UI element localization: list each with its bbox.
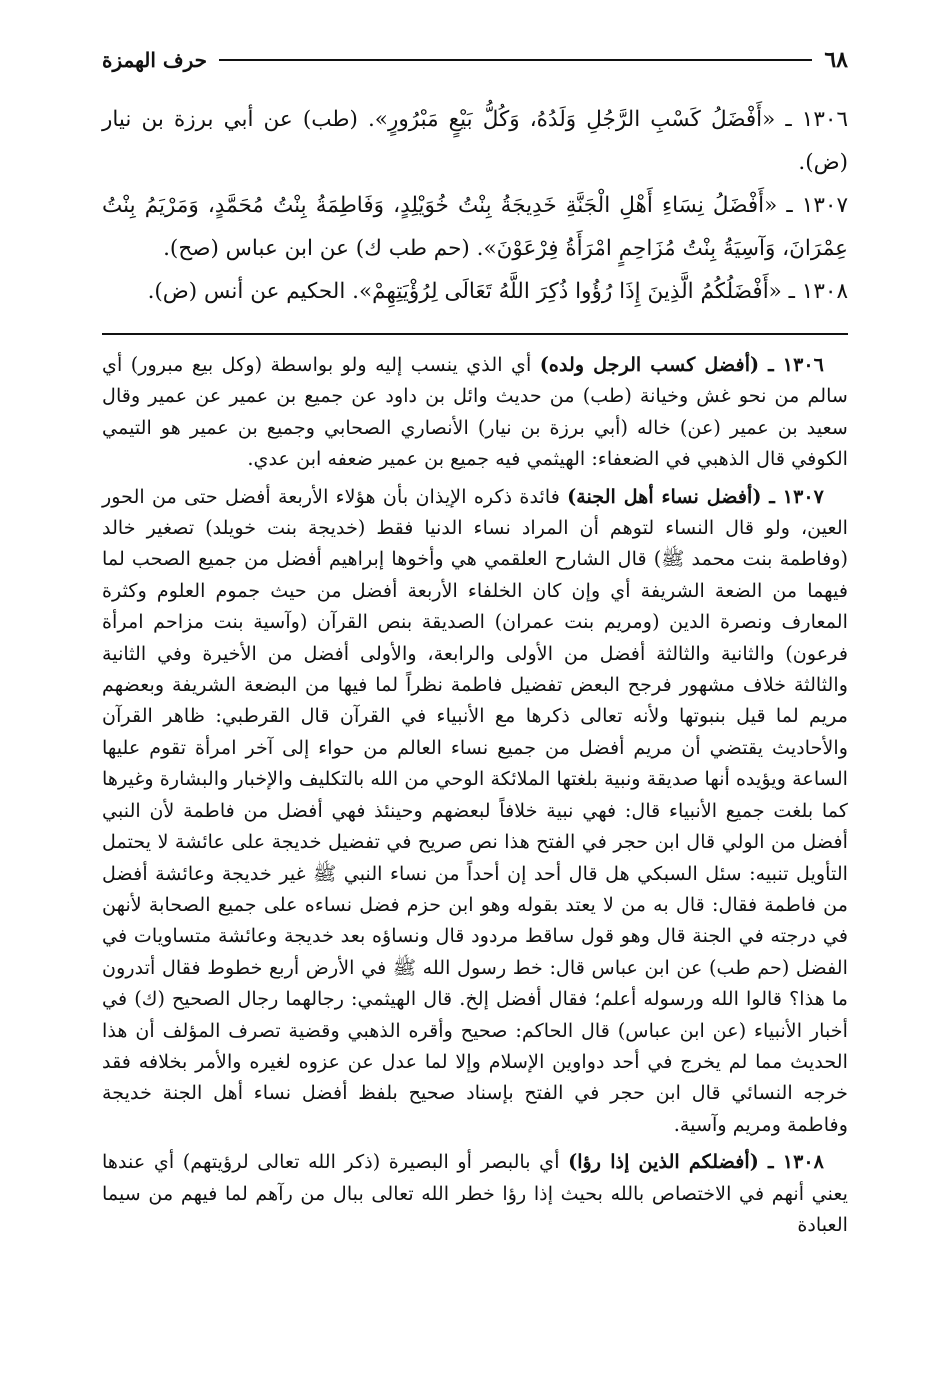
commentary-lead: ١٣٠٧ ـ (أفضل نساء أهل الجنة) [567,484,824,508]
commentary-text: أي الذي ينسب إليه ولو بواسطة (وكل بيع مبرور) أي سالم من نحو غش وخيانة (طب) من حديث وائل بن داود عن جميع بن عمير عن عمير وقال سعيد بن عمير (عن) خاله (أبي برزة بن نيار) الأنصاري الصحابي وجميع بن عمير هو التيمي الكوفي قال الذهبي في الضعفاء: الهيثمي فيه جميع بن عمير ضعفه ابن عدي. [102,353,848,471]
commentary-lead: ١٣٠٨ ـ (أفضلكم الذين إذا رؤا) [568,1150,824,1174]
hadith-1308: ١٣٠٨ ـ «أَفْضَلُكُمُ الَّذِينَ إِذَا رُؤُوا ذُكِرَ اللَّهُ تَعَالَى لِرُؤْيَتِهِمْ». الحكيم عن أنس (ض). [147,279,848,304]
commentary-text: فائدة ذكره الإيذان بأن هؤلاء الأربعة أفضل حتى من الحور العين، ولو قال النساء لتوهم أن المراد نساء الدنيا فقط (خديجة بنت خويلد) تصغير خالد (وفاطمة بنت محمد ﷺ) قال الشارح العلقمي هي وأخوها إبراهيم أفضل من جميع الصحب لما فيهما من الضعة الشريفة أي وإن كان الخلفاء الأربعة أفضل من حيث جموم العلوم وكثرة المعارف ونصرة الدين (ومريم بنت عمران) الصديقة بنص القرآن (وآسية بنت مزاحم امرأة فرعون) والثانية والثالثة أفضل من الأولى والرابعة، والأولى أفضل من الأخيرة وفي الثانية والثالثة خلاف مشهور فرجح البعض تفضيل فاطمة نظراً لما فيها من البضعة الشريفة وبعضهم مريم لما قيل بنبوتها ولأنه تعالى ذكرها مع الأنبياء في القرآن قال القرطبي: ظاهر القرآن والأحاديث يقتضي أن مريم أفضل من جميع نساء العالم من حواء إلى آخر امرأة تقوم عليها الساعة ويؤيده أنها صديقة ونبية بلغتها الملائكة الوحي من الله بالتكليف والإخبار والبشارة وغيرها كما بلغت جميع الأنبياء قال: فهي نبية خلافاً لبعضهم وحينئذ فهي أفضل من فاطمة لأن النبي أفضل من الولي قال ابن حجر في الفتح هذا نص صريح في تفضيل خديجة على عائشة لا يحتمل التأويل تنبيه: سئل السبكي هل قال أحد إن أحداً من نساء النبي ﷺ غير خديجة وعائشة أفضل من فاطمة فقال: قال به من لا يعتد بقوله وهو ابن حزم فضل نساءه على جميع الصحابة لأنهن في درجته في الجنة قال وهو قول ساقط مردود قال ونساؤه بعد خديجة وعائشة متساويات في الفضل (حم طب) عن ابن عباس قال: خط رسول الله ﷺ في الأرض أربع خطوط فقال أتدرون ما هذا؟ قالوا الله ورسوله أعلم؛ فقال أفضل إلخ. قال الهيثمي: رجالهما رجال الصحيح (ك) في أخبار الأنبياء (عن ابن عباس) قال الحاكم: صحيح وأقره الذهبي وقضية تصرف المؤلف أن هذا الحديث مما لم يخرج في أحد دواوين الإسلام وإلا لما عدل عن عزوه لغيره والأمر بخلافه فقد خرجه النسائي قال ابن حجر في الفتح بإسناد صحيح بلفظ أفضل نساء أهل الجنة خديجة وفاطمة ومريم وآسية. [102,484,849,1136]
hadith-list [102,98,848,313]
page-number: ٦٨ [824,47,848,73]
hadith-1307: ١٣٠٧ ـ «أَفْضَلُ نِسَاءِ أَهْلِ الْجَنَّةِ خَدِيجَةُ بِنْتُ خُوَيْلِدٍ، وَفَاطِمَةُ بِنْتُ مُحَمَّدٍ، وَمَرْيَمُ بِنْتُ عِمْرَانَ، وَآسِيَةُ بِنْتُ مُزَاحِمٍ امْرَأَةُ فِرْعَوْنَ». (حم طب ك) عن ابن عباس (صح). [102,193,848,261]
header-rule [219,59,812,61]
section-divider [102,333,848,335]
commentary-1307 [102,481,848,1141]
commentary-lead: ١٣٠٦ ـ (أفضل كسب الرجل ولده) [539,353,824,376]
commentary-text: أي بالبصر أو البصيرة (ذكر الله تعالى لرؤيتهم) أي عندها يعني أنهم في الاختصاص بالله بحيث إذا رؤا خطر الله تعالى ببال من رآهم لما فيهم من سيما العبادة [102,1150,848,1236]
commentary [102,349,848,1240]
running-head [102,40,848,80]
hadith-1306: ١٣٠٦ ـ «أَفْضَلُ كَسْبِ الرَّجُلِ وَلَدُهُ، وَكُلُّ بَيْعٍ مَبْرُورٍ». (طب) عن أبي برزة بن نيار (ض). [102,107,848,175]
chapter-title: حرف الهمزة [102,48,208,72]
commentary-1306 [102,349,848,475]
commentary-1308 [102,1146,848,1240]
